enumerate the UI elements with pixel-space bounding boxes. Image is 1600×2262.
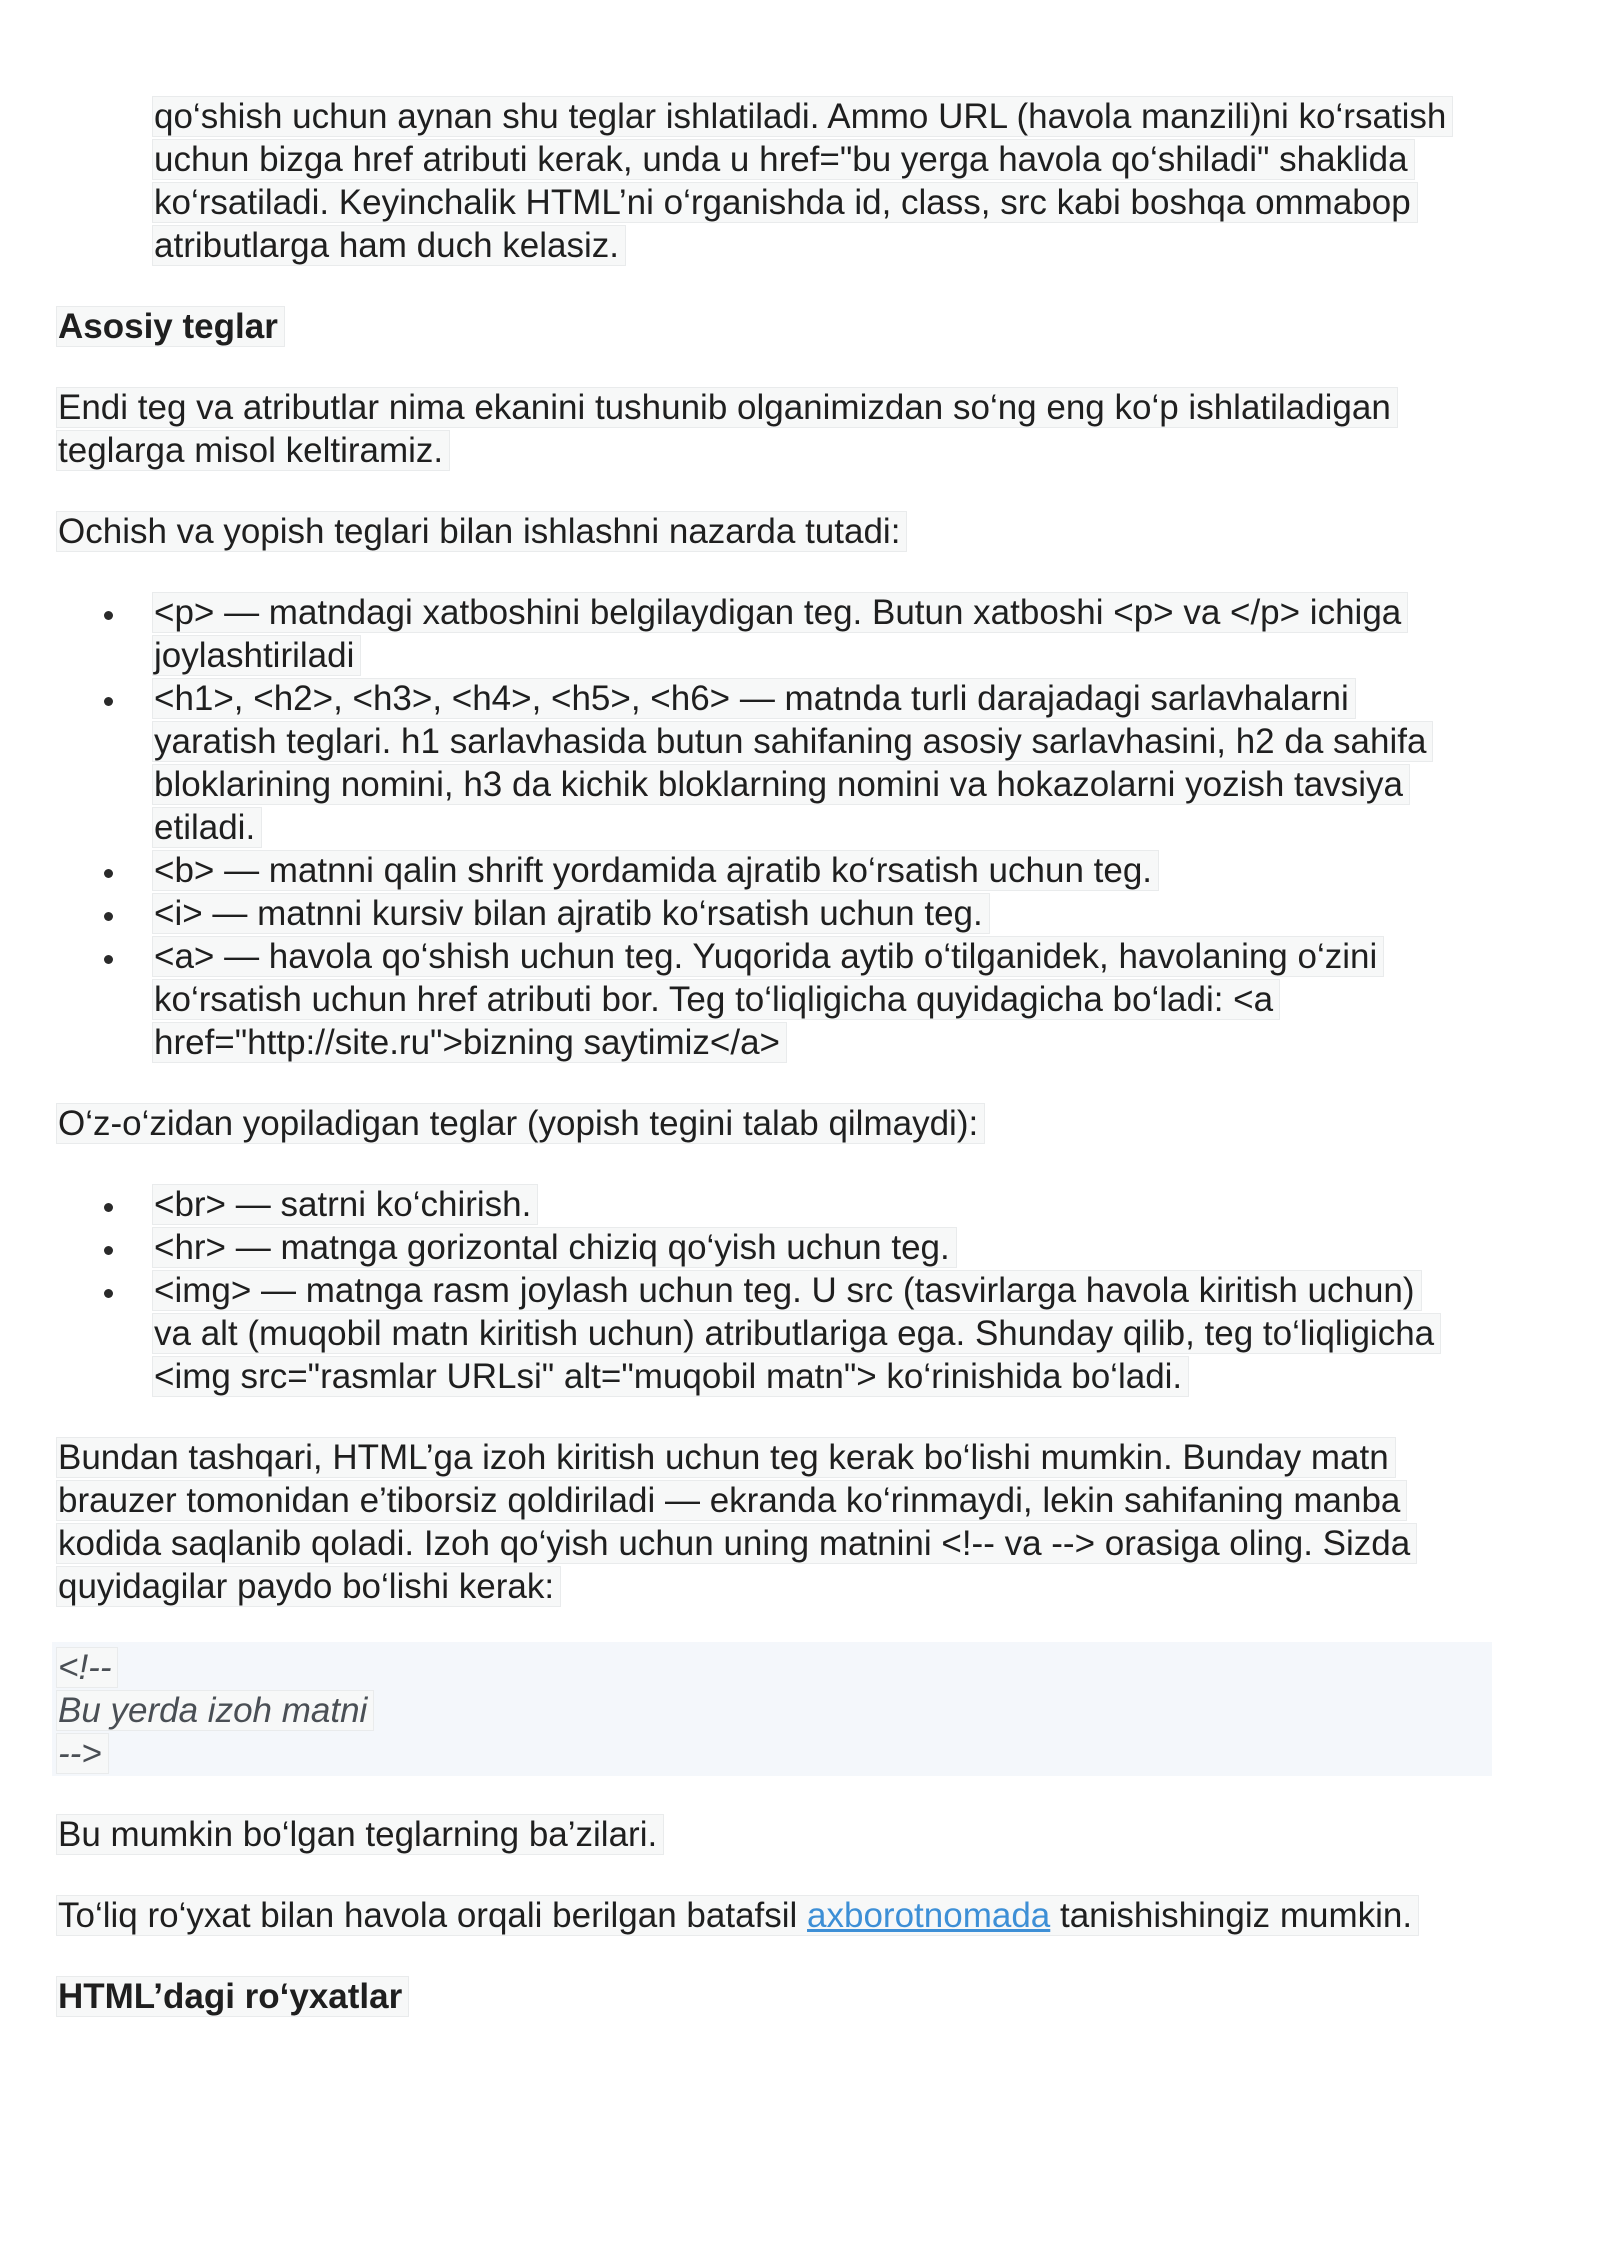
- summary-text: Bu mumkin bo‘lgan teglarning ba’zilari.: [57, 1813, 663, 1856]
- list-bullet: [104, 611, 113, 620]
- comment-paragraph: Bundan tashqari, HTML’ga izoh kiritish uchun teg kerak bo‘lishi mumkin. Bunday matn: [57, 1436, 1395, 1479]
- intro-paragraph: qo‘shish uchun aynan shu teglar ishlatiladi. Ammo URL (havola manzili)ni ko‘rsatish: [153, 95, 1452, 138]
- document-page: qo‘shish uchun aynan shu teglar ishlatiladi. Ammo URL (havola manzili)ni ko‘rsatish uchun bizga href atributi kerak, unda u href="bu yerga havola qo‘shiladi" shaklida ko‘rsatiladi. Keyinchalik HTML’ni o‘rganishda id, class, src kabi boshqa ommabop atributlarga ham duch kelasiz. Asosiy teglar Endi teg va atributlar nima ekanini tushunib olganimizdan so‘ng eng ko‘p ishlatiladigan teglarga misol keltiramiz. Ochish va yopish teglari bilan ishlashni nazarda tutadi: <p> — matndagi xatboshini belgilaydigan teg. Butun xatboshi <p> va </p> ichiga joylashtiriladi <h1>, <h2>, <h3>, <h4>, <h5>, <h6> — matnda turli darajadagi sarlavhalarni yaratish teglari. h1 sarlavhasida butun sahifaning asosiy sarlavhasini, h2 da sahifa bloklarining nomini, h3 da kichik bloklarning nomini va hokazolarni yozish tavsiya etiladi. <b> — matnni qalin shrift yordamida ajratib ko‘rsatish uchun teg. <i> — matnni kursiv bilan ajratib ko‘rsatish uchun teg. <a> — havola qo‘shish uchun teg. Yuqorida aytib o‘tilganidek, havolaning o‘zini ko‘rsatish uchun href atributi bor. Teg to‘liqligicha quyidagicha bo‘ladi: <a href="http://site.ru">bizning saytimiz</a> O‘z-o‘zidan yopiladigan teglar (yopish tegini talab qilmaydi): <br> — satrni ko‘chirish. <hr> — matnga gorizontal chiziq qo‘yish uchun teg. <img> — matnga rasm joylash uchun teg. U src (tasvirlarga havola kiritish uchun) va alt (muqobil matn kiritish uchun) atributlariga ega. Shunday qilib, teg to‘liqligicha <img src="rasmlar URLsi" alt="muqobil matn"> ko‘rinishida bo‘ladi. Bundan tashqari, HTML’ga izoh kiritish uchun teg kerak bo‘lishi mumkin. Bunday matn brauzer tomonidan e’tiborsiz qoldiriladi — ekranda ko‘rinmaydi, lekin sahifaning manba kodida saqlanib qoladi. Izoh qo‘yish uchun uning matnini <!-- va --> orasiga oling. Sizda quyidagilar paydo bo‘lishi kerak: <!-- Bu yerda izoh matni --> Bu mumkin bo‘lgan teglarning ba’zilari. To‘liq ro‘yxat bilan havola orqali berilgan batafsil axborotnomada tanishishingiz mumkin. HTML’dagi ro‘yxatlar: [0, 0, 1600, 2262]
- list-bullet: [104, 1203, 113, 1212]
- list-item-hr-tag: <hr> — matnga gorizontal chiziq qo‘yish uchun teg.: [153, 1226, 956, 1269]
- code-line: <!--: [57, 1646, 117, 1689]
- basic-tags-paragraph: Endi teg va atributlar nima ekanini tushunib olganimizdan so‘ng eng ko‘p ishlatiladigan: [57, 386, 1397, 429]
- list-bullet: [104, 1246, 113, 1255]
- full-list-paragraph: To‘liq ro‘yxat bilan havola orqali berilgan batafsil axborotnomada tanishishingiz mumkin.: [57, 1894, 1418, 1937]
- paired-tags-intro: Ochish va yopish teglari bilan ishlashni nazarda tutadi:: [57, 510, 906, 553]
- code-line: Bu yerda izoh matni: [57, 1689, 373, 1732]
- list-item-i-tag: <i> — matnni kursiv bilan ajratib ko‘rsatish uchun teg.: [153, 892, 989, 935]
- list-item-p-tag: <p> — matndagi xatboshini belgilaydigan teg. Butun xatboshi <p> va </p> ichiga: [153, 591, 1407, 634]
- list-item-b-tag: <b> — matnni qalin shrift yordamida ajratib ko‘rsatish uchun teg.: [153, 849, 1158, 892]
- section-heading-html-lists: HTML’dagi ro‘yxatlar: [57, 1975, 408, 2018]
- list-bullet: [104, 869, 113, 878]
- list-item-a-tag: <a> — havola qo‘shish uchun teg. Yuqorida aytib o‘tilganidek, havolaning o‘zini: [153, 935, 1383, 978]
- list-item-img-tag: <img> — matnga rasm joylash uchun teg. U src (tasvirlarga havola kiritish uchun): [153, 1269, 1421, 1312]
- list-bullet: [104, 912, 113, 921]
- list-bullet: [104, 955, 113, 964]
- axborotnomada-link[interactable]: axborotnomada: [807, 1896, 1051, 1935]
- section-heading-basic-tags: Asosiy teglar: [57, 305, 284, 348]
- list-bullet: [104, 697, 113, 706]
- list-item-br-tag: <br> — satrni ko‘chirish.: [153, 1183, 537, 1226]
- list-bullet: [104, 1289, 113, 1298]
- list-item-heading-tags: <h1>, <h2>, <h3>, <h4>, <h5>, <h6> — matnda turli darajadagi sarlavhalarni: [153, 677, 1355, 720]
- self-closing-tags-intro: O‘z-o‘zidan yopiladigan teglar (yopish tegini talab qilmaydi):: [57, 1102, 984, 1145]
- code-line: -->: [57, 1732, 108, 1775]
